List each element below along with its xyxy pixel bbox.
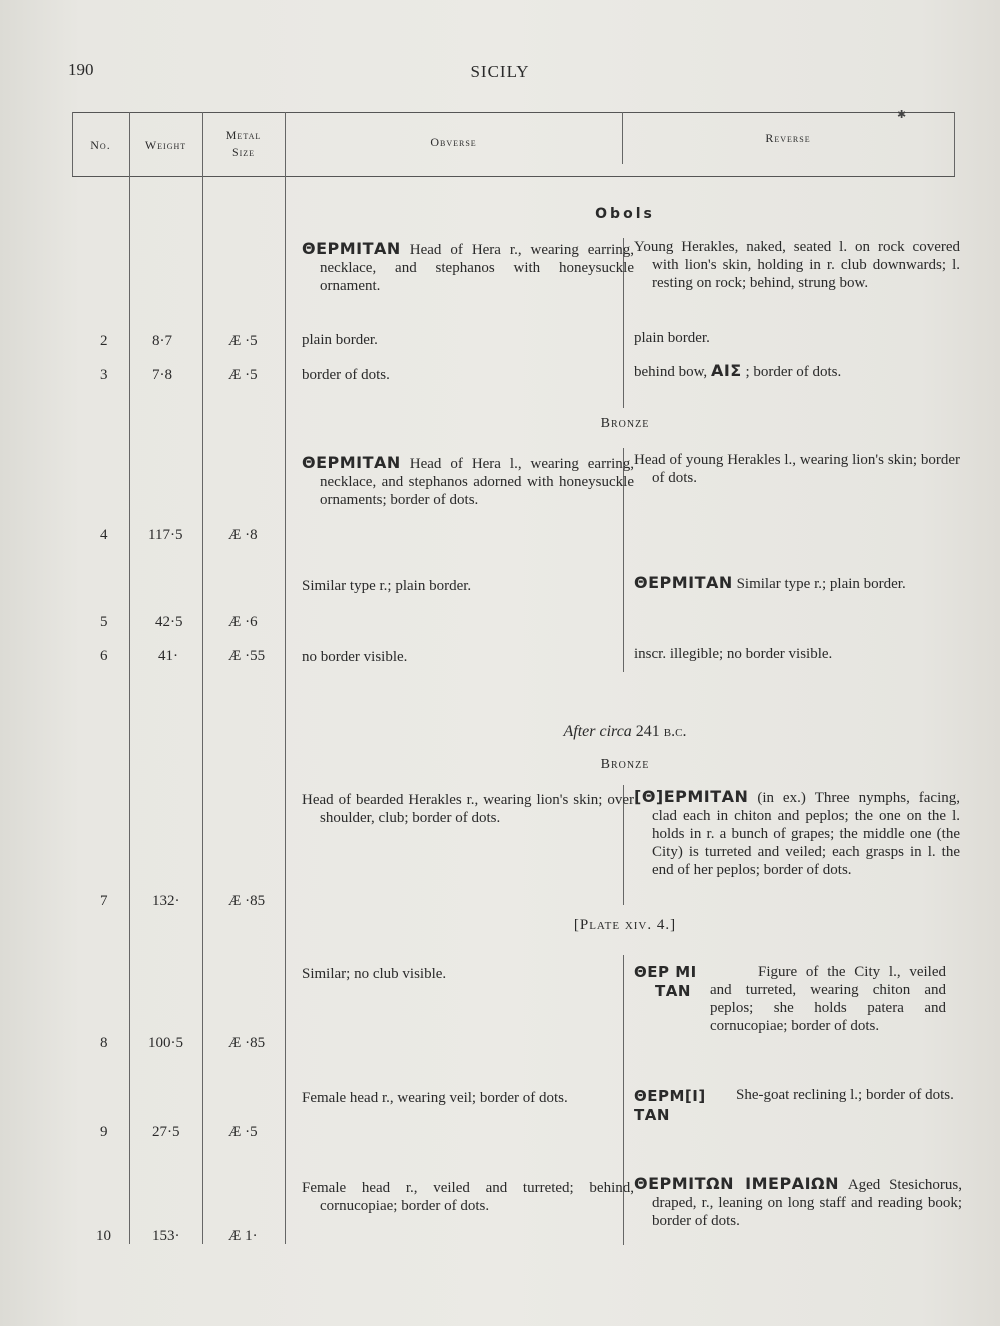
metal-size: Æ ·5 (228, 333, 258, 349)
catalogue-number: 2 (100, 333, 108, 349)
reverse-inscription-line1: ΘΕΡΜ[Ι] (634, 1087, 706, 1105)
weight: 7·8 (152, 367, 172, 383)
reverse-description: Figure of the City l., veiled and turreted, wearing chiton and peplos; she holds patera and cornucopiae; border of dots. (710, 964, 946, 1034)
obverse-description: Head of bearded Herakles r., wearing lion's skin; over shoulder, club; border of dots. (302, 792, 634, 826)
reverse-inscription: ΘΕΡΜΙΤΑΝ (634, 573, 733, 592)
obverse-description: no border visible. (302, 649, 408, 665)
col-header-reverse: Reverse (765, 131, 811, 145)
section-heading-obols: Obols (595, 206, 655, 222)
section-heading-bronze: Bronze (600, 416, 650, 431)
col-header-size: Size (231, 145, 256, 159)
reverse-text: ; border of dots. (745, 364, 842, 380)
reverse-description: Head of young Herakles l., wearing lion's skin; border of dots. (634, 452, 960, 486)
catalogue-number: 10 (96, 1228, 111, 1244)
reverse-inscription-line2: ΤΑΝ (655, 982, 691, 1000)
column-rule (202, 112, 203, 1244)
catalogue-number: 5 (100, 614, 108, 630)
catalogue-number: 4 (100, 527, 108, 543)
page-number: 190 (68, 60, 94, 79)
plate-reference: [Plate xiv. 4.] (573, 917, 677, 933)
reverse-description: She-goat reclining l.; border of dots. (736, 1087, 954, 1103)
reverse-inscription-line1: ΘΕΡ ΜΙ (634, 963, 697, 981)
table-top-rule (72, 112, 955, 113)
obverse-description (302, 240, 634, 295)
metal-size: Æ ·85 (228, 893, 266, 909)
weight: 153· (152, 1228, 180, 1244)
weight: 100·5 (148, 1035, 183, 1051)
catalogue-number: 6 (100, 648, 108, 664)
weight: 117·5 (148, 527, 183, 543)
obverse-description: border of dots. (302, 367, 390, 383)
reverse-inscription-line2: ΤΑΝ (634, 1106, 670, 1124)
obverse-description: Similar; no club visible. (302, 966, 447, 982)
weight: 132· (152, 893, 180, 909)
reverse-description: Young Herakles, naked, seated l. on rock covered with lion's skin, holding in r. club downwards; l. resting on rock; behind, strung bow. (634, 239, 960, 291)
metal-size: Æ ·5 (228, 367, 258, 383)
reverse-description (634, 1175, 962, 1230)
col-header-weight: Weight (144, 138, 187, 152)
obverse-description: Female head r., wearing veil; border of dots. (302, 1090, 568, 1106)
reverse-description (634, 788, 960, 879)
obverse-inscription: ΘΕΡΜΙΤΑΝ (302, 453, 401, 472)
metal-size: Æ ·6 (228, 614, 258, 630)
metal-size: Æ ·5 (228, 1124, 258, 1140)
metal-size: Æ ·55 (228, 648, 266, 664)
reverse-description: plain border. (634, 330, 710, 346)
weight: 27·5 (152, 1124, 180, 1140)
table-right-rule (954, 112, 955, 176)
column-rule (129, 112, 130, 1244)
column-rule (285, 112, 286, 1244)
metal-size: Æ ·8 (228, 527, 258, 543)
obverse-description: Similar type r.; plain border. (302, 578, 472, 594)
section-heading-bronze: Bronze (600, 757, 650, 772)
reverse-description: inscr. illegible; no border visible. (634, 646, 833, 662)
reverse-description (634, 362, 841, 381)
reverse-text: Aged Stesichorus, draped, r., leaning on long staff and reading book; border of dots. (652, 1177, 963, 1229)
col-header-no: No. (90, 138, 111, 152)
obverse-description: plain border. (302, 332, 378, 348)
obverse-inscription: ΘΕΡΜΙΤΑΝ (302, 239, 401, 258)
catalogue-number: 7 (100, 893, 108, 909)
catalogue-number: 3 (100, 367, 108, 383)
header-bottom-rule (72, 176, 955, 177)
reverse-description (634, 574, 960, 593)
reverse-inscription: ΘΕΡΜΙΤΩΝ ΙΜΕΡΑΙΩΝ (634, 1174, 840, 1193)
section-heading-date: After circa 241 b.c. (563, 723, 687, 740)
obverse-text: Head of Hera r., wearing earring, necklace, and stephanos with honeysuckle ornament. (320, 242, 634, 294)
reverse-text: behind bow, (634, 364, 708, 380)
weight: 41· (158, 648, 178, 664)
reverse-text: Similar type r.; plain border. (736, 576, 906, 592)
catalogue-number: 8 (100, 1035, 108, 1051)
weight: 8·7 (152, 333, 172, 349)
obverse-description: Female head r., veiled and turreted; behind, cornucopiae; border of dots. (302, 1180, 634, 1214)
reverse-inscription: ΑΙΣ (710, 361, 742, 380)
ink-mark: ✱ (897, 109, 907, 121)
obverse-description (302, 454, 634, 509)
obverse-text: Head of Hera l., wearing earring, necklace, and stephanos adorned with honeysuckle ornaments; border of dots. (320, 456, 634, 508)
col-header-obverse: Obverse (430, 135, 477, 149)
reverse-text: (in ex.) Three nymphs, facing, clad each in chiton and peplos; the one on the l. holds in r. a bunch of grapes; the middle one (the City) is turreted and veiled; each grasps in l. the end of her peplos; border of dots. (652, 790, 960, 878)
col-header-metal: Metal (225, 128, 262, 142)
metal-size: Æ 1· (228, 1228, 258, 1244)
catalogue-number: 9 (100, 1124, 108, 1140)
weight: 42·5 (155, 614, 183, 630)
running-head: SICILY (470, 62, 530, 81)
metal-size: Æ ·85 (228, 1035, 266, 1051)
reverse-inscription: [Θ]ΕΡΜΙΤΑΝ (634, 787, 749, 806)
